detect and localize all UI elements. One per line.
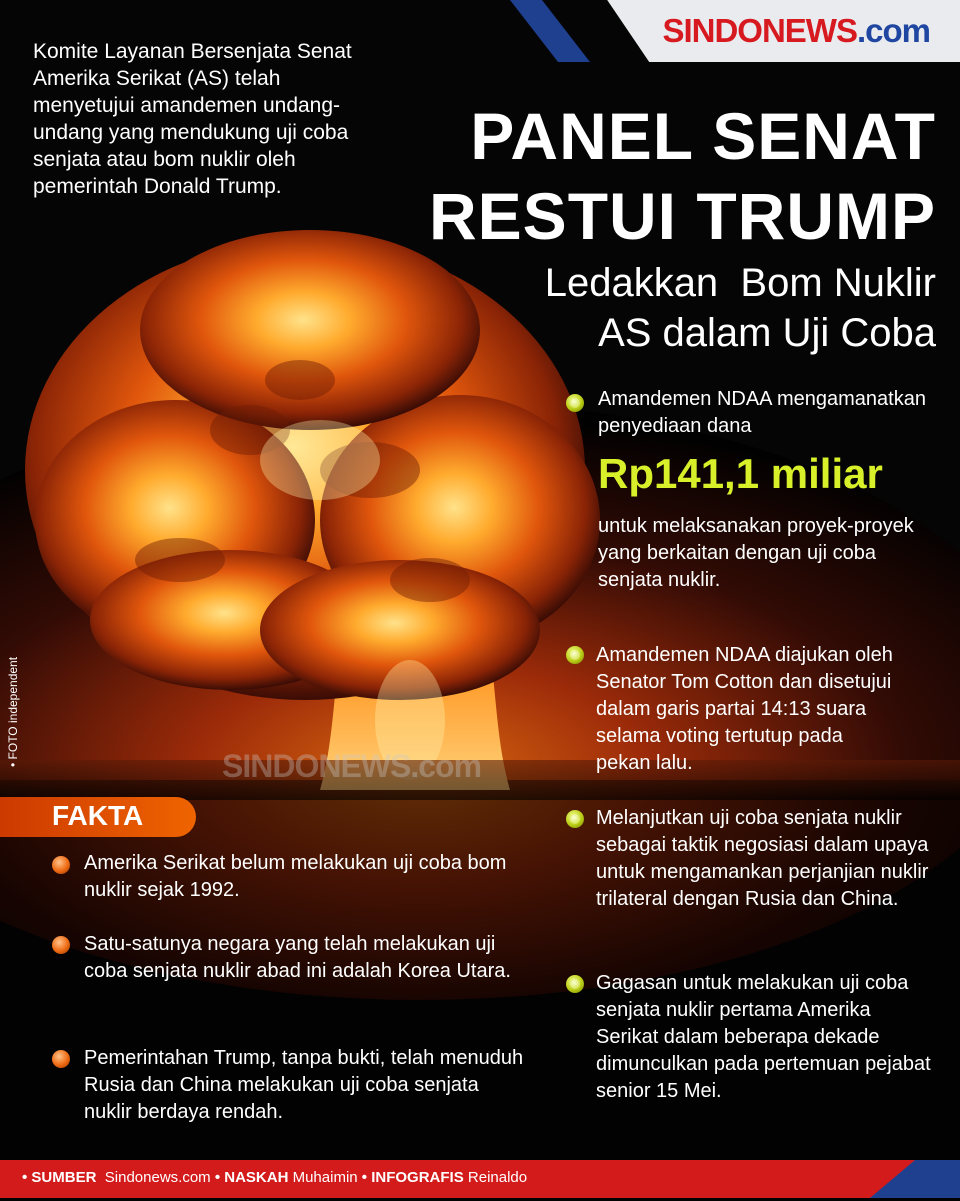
footer-credits [22, 1169, 527, 1186]
intro-paragraph: Komite Layanan Bersenjata Senat Amerika Serikat (AS) telah menyetujui amandemen undang-undang yang mendukung uji coba senjata atau bom nuklir oleh pemerintah Donald Trump. [33, 40, 352, 198]
footer-naskah-label: • NASKAH [214, 1169, 289, 1186]
point-1-amount: Rp141,1 miliar [598, 450, 883, 497]
bullet-icon [566, 394, 584, 412]
bullet-icon [566, 810, 584, 828]
photo-credit-text: • FOTO independent [6, 656, 20, 767]
bullet-icon [566, 646, 584, 664]
fakta-item: Satu-satunya negara yang telah melakukan uji coba senjata nuklir abad ini adalah Korea Utara. [84, 933, 511, 982]
point-2: Amandemen NDAA diajukan oleh Senator Tom Cotton dan disetujui dalam garis partai 14:13 suara selama voting tertutup pada pekan lalu. [596, 644, 893, 774]
logo-part: O [737, 12, 762, 49]
point-1-intro: Amandemen NDAA mengamanatkan penyediaan dana [598, 388, 926, 437]
subheadline [545, 258, 936, 358]
watermark: SINDONEWS.com [222, 748, 482, 784]
subheadline-line-1: Ledakkan Bom Nuklir [544, 261, 936, 305]
point-3: Melanjutkan uji coba senjata nuklir sebagai taktik negosiasi dalam upaya untuk mengamankan perjanjian nuklir trilateral dengan Rusia dan China. [596, 807, 929, 910]
fakta-label: FAKTA [52, 800, 144, 831]
bullet-icon [52, 936, 70, 954]
footer-infografis-label: • INFOGRAFIS [361, 1169, 464, 1186]
logo-part: SIND [662, 12, 738, 49]
headline-line-2: RESTUI TRUMP [429, 179, 936, 253]
bullet-icon [566, 975, 584, 993]
footer-infografis: Reinaldo [467, 1169, 528, 1186]
footer-sumber-label: • SUMBER [22, 1169, 97, 1186]
bullet-icon [52, 856, 70, 874]
fakta-item: Amerika Serikat belum melakukan uji coba bom nuklir sejak 1992. [84, 852, 507, 901]
sindonews-logo [662, 12, 930, 50]
footer-sumber: Sindonews.com [104, 1169, 211, 1186]
headline [429, 96, 936, 256]
logo-part: .com [856, 12, 930, 49]
fakta-item: Pemerintahan Trump, tanpa bukti, telah menuduh Rusia dan China melakukan uji coba senjata nuklir berdaya rendah. [84, 1047, 524, 1123]
headline-line-1: PANEL SENAT [470, 99, 936, 173]
point-1-detail: untuk melaksanakan proyek-proyek yang berkaitan dengan uji coba senjata nuklir. [598, 515, 914, 591]
footer-naskah: Muhaimin [292, 1169, 358, 1186]
point-4: Gagasan untuk melakukan uji coba senjata nuklir pertama Amerika Serikat dalam beberapa dekade dimunculkan pada pertemuan pejabat senior 15 Mei. [596, 972, 931, 1102]
subheadline-line-2: AS dalam Uji Coba [598, 311, 936, 355]
bullet-icon [52, 1050, 70, 1068]
photo-credit [0, 615, 22, 775]
logo-part: NEWS [761, 12, 857, 49]
